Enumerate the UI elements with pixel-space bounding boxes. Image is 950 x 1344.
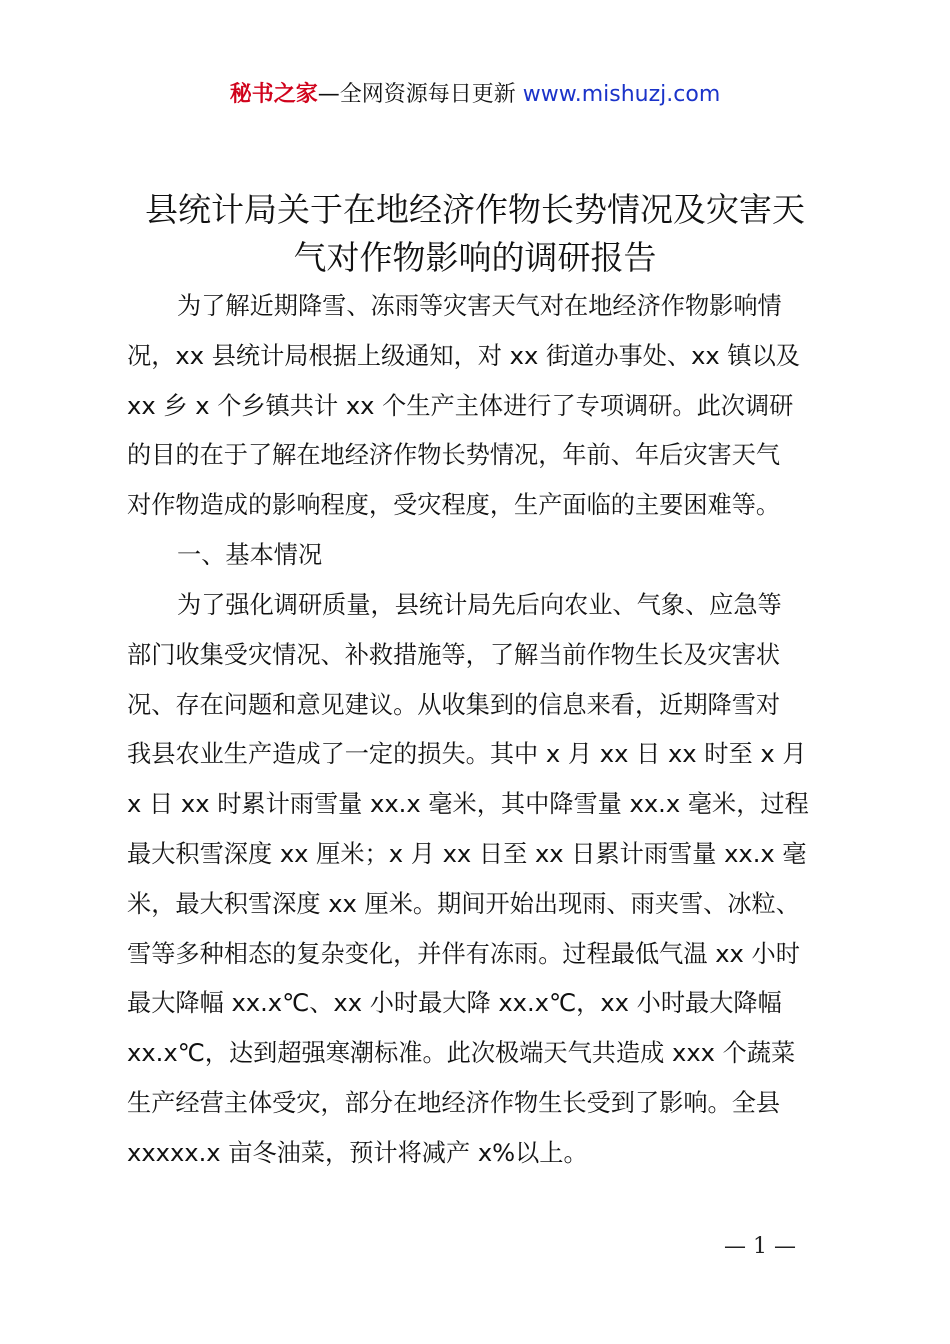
- section-heading-text: 一、基本情况: [177, 541, 323, 569]
- paragraph-line: xx.x℃，达到超强寒潮标准。此次极端天气共造成 xxx 个蔬菜: [127, 1039, 796, 1068]
- paragraph-line: 的目的在于了解在地经济作物长势情况，年前、年后灾害天气: [127, 441, 781, 470]
- page-number: — 1 —: [724, 1234, 796, 1259]
- paragraph-line: xx 乡 x 个乡镇共计 xx 个生产主体进行了专项调研。此次调研: [127, 391, 794, 420]
- paragraph-line: 雪等多种相态的复杂变化，并伴有冻雨。过程最低气温 xx 小时: [127, 939, 800, 968]
- paragraph-line: 对作物造成的影响程度，受灾程度，生产面临的主要困难等。: [127, 491, 781, 520]
- header-slogan: —全网资源每日更新: [317, 82, 523, 107]
- site-header: [0, 80, 950, 110]
- paragraph-line: 最大积雪深度 xx 厘米；x 月 xx 日至 xx 日累计雨雪量 xx.x 毫: [127, 839, 807, 868]
- paragraph-line: 最大降幅 xx.x℃、xx 小时最大降 xx.x℃，xx 小时最大降幅: [127, 989, 782, 1018]
- site-url-link[interactable]: www.mishuzj.com: [522, 82, 721, 107]
- paragraph-line: x 日 xx 时累计雨雪量 xx.x 毫米，其中降雪量 xx.x 毫米，过程: [127, 790, 809, 819]
- paragraph-line: xxxxx.x 亩冬油菜，预计将减产 x%以上。: [127, 1138, 588, 1167]
- title-line-1: 县统计局关于在地经济作物长势情况及灾害天: [145, 190, 805, 229]
- brand-name: 秘书之家: [229, 82, 318, 107]
- paragraph-line: 为了强化调研质量，县统计局先后向农业、气象、应急等: [177, 591, 782, 619]
- title-line-2: 气对作物影响的调研报告: [293, 238, 657, 277]
- paragraph-line: 况、存在问题和意见建议。从收集到的信息来看，近期降雪对: [127, 690, 781, 719]
- paragraph-line: 部门收集受灾情况、补救措施等，了解当前作物生长及灾害状: [127, 640, 781, 669]
- section-heading: [127, 531, 847, 581]
- paragraph-line: 米，最大积雪深度 xx 厘米。期间开始出现雨、雨夹雪、冰粒、: [127, 889, 800, 918]
- paragraph-line: 我县农业生产造成了一定的损失。其中 x 月 xx 日 xx 时至 x 月: [127, 740, 807, 769]
- paragraph-line: 为了解近期降雪、冻雨等灾害天气对在地经济作物影响情: [177, 292, 782, 320]
- paragraph-line: 况，xx 县统计局根据上级通知，对 xx 街道办事处、xx 镇以及: [127, 341, 800, 370]
- paragraph-line: 生产经营主体受灾，部分在地经济作物生长受到了影响。全县: [127, 1088, 781, 1117]
- basic-situation-paragraph: [127, 581, 847, 1179]
- document-title: [115, 186, 835, 282]
- intro-paragraph: [127, 282, 847, 531]
